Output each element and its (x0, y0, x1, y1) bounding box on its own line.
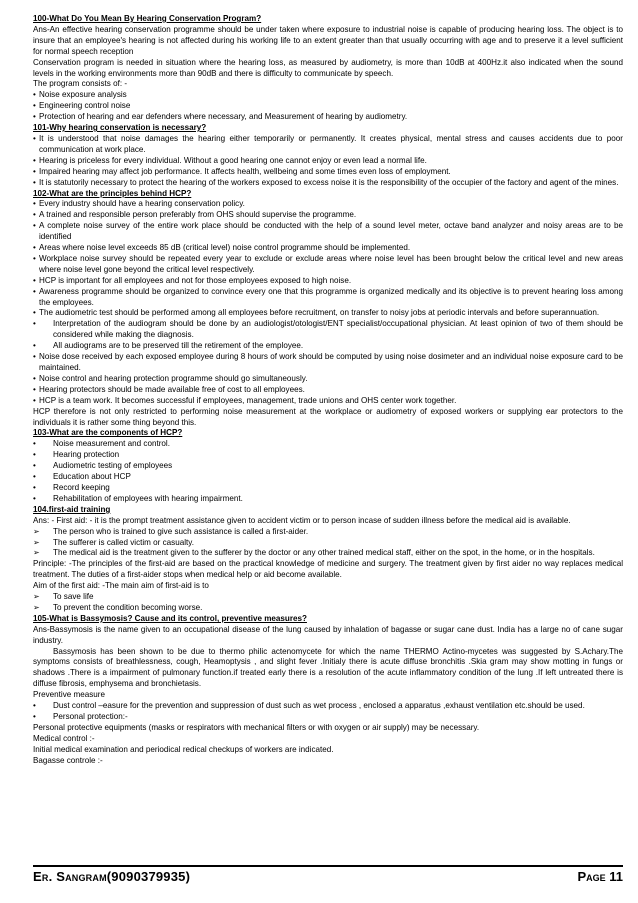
list-item-text: A trained and responsible person preferably from OHS should supervise the programme. (39, 210, 357, 220)
list-item-text: To prevent the condition becoming worse. (53, 602, 203, 612)
section-heading: 101-Why hearing conservation is necessary? (33, 123, 207, 133)
list-item (33, 243, 623, 254)
bullet-icon: • (33, 133, 36, 143)
list-item (33, 712, 623, 723)
list-item-text: Noise measurement and control. (53, 439, 170, 449)
document-page (33, 14, 623, 767)
bullet-icon: • (33, 112, 36, 122)
bullet-icon: • (33, 243, 36, 253)
list-item-text: Workplace noise survey should be repeated every year to exclude or exclude areas where noise level has been brought below the critical level and new areas where noise level gone beyond the critical level respectively. (39, 253, 623, 274)
list-item (33, 90, 623, 101)
list-item-text: Record keeping (53, 482, 110, 492)
list-item (33, 308, 623, 319)
paragraph: Bassymosis has been shown to be due to thermo philic actenomycete for which the name THERMO Actino-mycetes was suggested by S.Achary.The symptoms consists of breathlessness, cough, Heamoptysis , and slight fever .Initialy there is acute diffuse bronchitis .Skia gram may show motting in fungs or shadows .There is a impairment of pulmonary function.if treated early there is a resolution of the acute inflammatory condition of the lung .If left untreated there is diffuse fibrosis, emphysema and bronchietasis. (33, 646, 623, 689)
list-item (33, 254, 623, 276)
footer-author: Er. Sangram(9090379935) (33, 869, 191, 884)
bullet-icon: • (33, 90, 36, 100)
bullet-icon: • (33, 712, 36, 721)
bullet-icon: • (33, 210, 36, 220)
list-item-text: The medical aid is the treatment given to the sufferer by the doctor or any other trained medical staff, either on the spot, in the home, or in the hospitals. (53, 548, 595, 558)
bullet-icon: • (33, 373, 36, 383)
list-item (33, 603, 623, 614)
bullet-icon: • (33, 286, 36, 296)
list-item-text: The audiometric test should be performed among all employees before recruitment, on transfer to noisy jobs at periodic intervals and before superannuation. (39, 308, 600, 318)
list-item (33, 483, 623, 494)
bullet-icon: • (33, 253, 36, 263)
bullet-icon: • (33, 395, 36, 405)
paragraph: Ans-An effective hearing conservation programme should be under taken where exposure to industrial noise is capable of producing hearing loss. The object is to insure that an employee's hearing is not affected during his working life to an extent greater than that usually occurring with age and to preserve it a level sufficient for normal speech reception (33, 24, 623, 56)
list-item (33, 548, 623, 559)
list-item (33, 134, 623, 156)
paragraph: Initial medical examination and periodical redical checkups of workers are indicated. (33, 744, 334, 754)
bullet-icon: • (33, 482, 36, 492)
paragraph: Personal protective equipments (masks or respirators with mechanical filters or with oxygen or air supply) may be necessary. (33, 722, 480, 732)
arrow-bullet-icon: ➢ (33, 548, 40, 558)
paragraph: Bagasse controle :- (33, 755, 103, 765)
list-item (33, 494, 623, 505)
bullet-icon: • (33, 199, 36, 209)
list-item (33, 287, 623, 309)
list-item (33, 352, 623, 374)
list-item (33, 167, 623, 178)
list-item (33, 374, 623, 385)
bullet-icon: • (33, 308, 36, 318)
list-item (33, 156, 623, 167)
list-item-text: Education about HCP (53, 472, 131, 482)
list-item-text: To save life (53, 592, 94, 602)
bullet-icon: • (33, 450, 36, 460)
list-item-text: The sufferer is called victim or casualty. (53, 537, 194, 547)
list-item (33, 178, 623, 189)
list-item-text: Rehabilitation of employees with hearing impairment. (53, 493, 243, 503)
list-item-text: Noise exposure analysis (39, 90, 127, 100)
list-item-text: Hearing is priceless for every individual. Without a good hearing one cannot enjoy or even lead a normal life. (39, 155, 427, 165)
footer-page-number: Page 11 (577, 869, 623, 884)
paragraph: Ans-Bassymosis is the name given to an occupational disease of the lung caused by inhalation of bagasse or sugar cane dust. India has a large no of cane sugar industry. (33, 624, 623, 645)
bullet-icon: • (33, 177, 36, 187)
list-item-text: It is statutorily necessary to protect the hearing of the workers exposed to excess noise it is the responsibility of the occupier of the factory and agent of the mines. (39, 177, 619, 187)
paragraph: The program consists of: - (33, 79, 128, 89)
list-item-text: Protection of hearing and ear defenders where necessary, and Measurement of hearing by audiometry. (39, 112, 408, 122)
list-item-text: HCP is important for all employees and not for those employees exposed to high noise. (39, 275, 352, 285)
arrow-bullet-icon: ➢ (33, 602, 40, 612)
bullet-icon: • (33, 275, 36, 285)
list-item-text: Audiometric testing of employees (53, 461, 173, 471)
bullet-icon: • (33, 352, 36, 362)
list-item-text: Every industry should have a hearing conservation policy. (39, 199, 245, 209)
list-item (33, 385, 623, 396)
list-item (33, 112, 623, 123)
bullet-icon: • (33, 493, 36, 503)
list-item-text: It is understood that noise damages the hearing either temporarily or permanently. It creates physical, mental stress and causes accidents due to poor communication at work place. (39, 133, 623, 154)
paragraph: Aim of the first aid: -The main aim of first-aid is to (33, 581, 209, 591)
list-item-text: HCP is a team work. It becomes successful if employees, management, trade unions and OHS center work together. (39, 395, 457, 405)
list-item-text: Personal protection:- (53, 712, 128, 721)
section-heading: 100-What Do You Mean By Hearing Conservation Program? (33, 14, 262, 23)
list-item (33, 396, 623, 407)
list-item-text: Areas where noise level exceeds 85 dB (critical level) noise control programme should be implemented. (39, 243, 411, 253)
list-item (33, 319, 623, 341)
list-item-text: Hearing protectors should be made available free of cost to all employees. (39, 384, 305, 394)
bullet-icon: • (33, 166, 36, 176)
list-item-text: Engineering control noise (39, 101, 131, 111)
paragraph: Preventive measure (33, 690, 105, 700)
bullet-icon: • (33, 155, 36, 165)
bullet-icon: • (33, 319, 36, 329)
arrow-bullet-icon: ➢ (33, 592, 40, 602)
paragraph: HCP therefore is not only restricted to performing noise measurement at the workplace or audiometry of exposed workers or supplying ear protectors to the individuals it is rather some thing beyond this. (33, 406, 623, 427)
paragraph: Medical control :- (33, 733, 95, 743)
list-item (33, 221, 623, 243)
arrow-bullet-icon: ➢ (33, 537, 40, 547)
list-item-text: Noise dose received by each exposed employee during 8 hours of work should be computed by using noise dosimeter and an individual noise exposure card to be maintained. (39, 352, 623, 372)
bullet-icon: • (33, 461, 36, 471)
section-heading: 102-What are the principles behind HCP? (33, 188, 192, 198)
bullet-icon: • (33, 472, 36, 482)
list-item (33, 527, 623, 538)
paragraph: Ans: - First aid: - it is the prompt treatment assistance given to accident victim or to person incase of sudden illness before the medical aid is available. (33, 515, 571, 525)
paragraph: Principle: -The principles of the first-aid are based on the practical knowledge of medicine and surgery. The treatment given by first aider no way replaces medical treatment. The duties of a first-aider stops when medical help or aid become available. (33, 559, 623, 580)
list-item (33, 439, 623, 450)
list-item-text: The person who is trained to give such assistance is called a first-aider. (53, 526, 309, 536)
list-item-text: All audiograms are to be preserved till the retirement of the employee. (53, 341, 304, 351)
list-item (33, 472, 623, 483)
list-item-text: Awareness programme should be organized to convince every one that this programme is organized medically and its objective is to prevent hearing loss among the employees. (39, 286, 623, 307)
list-item-text: Dust control –easure for the prevention and suppression of dust such as wet process , enclosed a apparatus ,exhaust ventilation etc.should be used. (53, 701, 585, 711)
list-item (33, 538, 623, 549)
list-item-text: Impaired hearing may affect job performance. It affects health, wellbeing and some times even loss of employment. (39, 166, 451, 176)
bullet-icon: • (33, 701, 36, 711)
list-item-text: Hearing protection (53, 450, 120, 460)
bullet-icon: • (33, 221, 36, 231)
list-item-text: Interpretation of the audiogram should be done by an audiologist/otologist/ENT specialist/occupational physician. At least opinion of two of them should be considered while making the diagnosis. (53, 319, 623, 340)
bullet-icon: • (33, 439, 36, 449)
paragraph: Conservation program is needed in situation where the hearing loss, as measured by audiometry, is more than 10dB at 400Hz.it also indicated when the sound levels in the working environments more than 90dB and there is difficulty to communicate by speech. (33, 57, 623, 78)
bullet-icon: • (33, 101, 36, 111)
list-item (33, 276, 623, 287)
list-item (33, 592, 623, 603)
bullet-icon: • (33, 384, 36, 394)
list-item (33, 341, 623, 352)
list-item (33, 199, 623, 210)
section-heading: 105-What is Bassymosis? Cause and its control, preventive measures? (33, 613, 307, 623)
document-body (33, 14, 623, 767)
list-item (33, 210, 623, 221)
arrow-bullet-icon: ➢ (33, 526, 40, 536)
section-heading: 104.first-aid training (33, 504, 111, 514)
list-item-text: Noise control and hearing protection programme should go simultaneously. (39, 373, 308, 383)
list-item (33, 461, 623, 472)
list-item (33, 101, 623, 112)
bullet-icon: • (33, 341, 36, 351)
page-footer (33, 865, 623, 889)
section-heading: 103-What are the components of HCP? (33, 428, 183, 438)
list-item (33, 701, 623, 712)
list-item (33, 450, 623, 461)
list-item-text: A complete noise survey of the entire work place should be conducted with the help of a sound level meter, octave band analyzer and noisy areas are to be identified (39, 221, 623, 242)
